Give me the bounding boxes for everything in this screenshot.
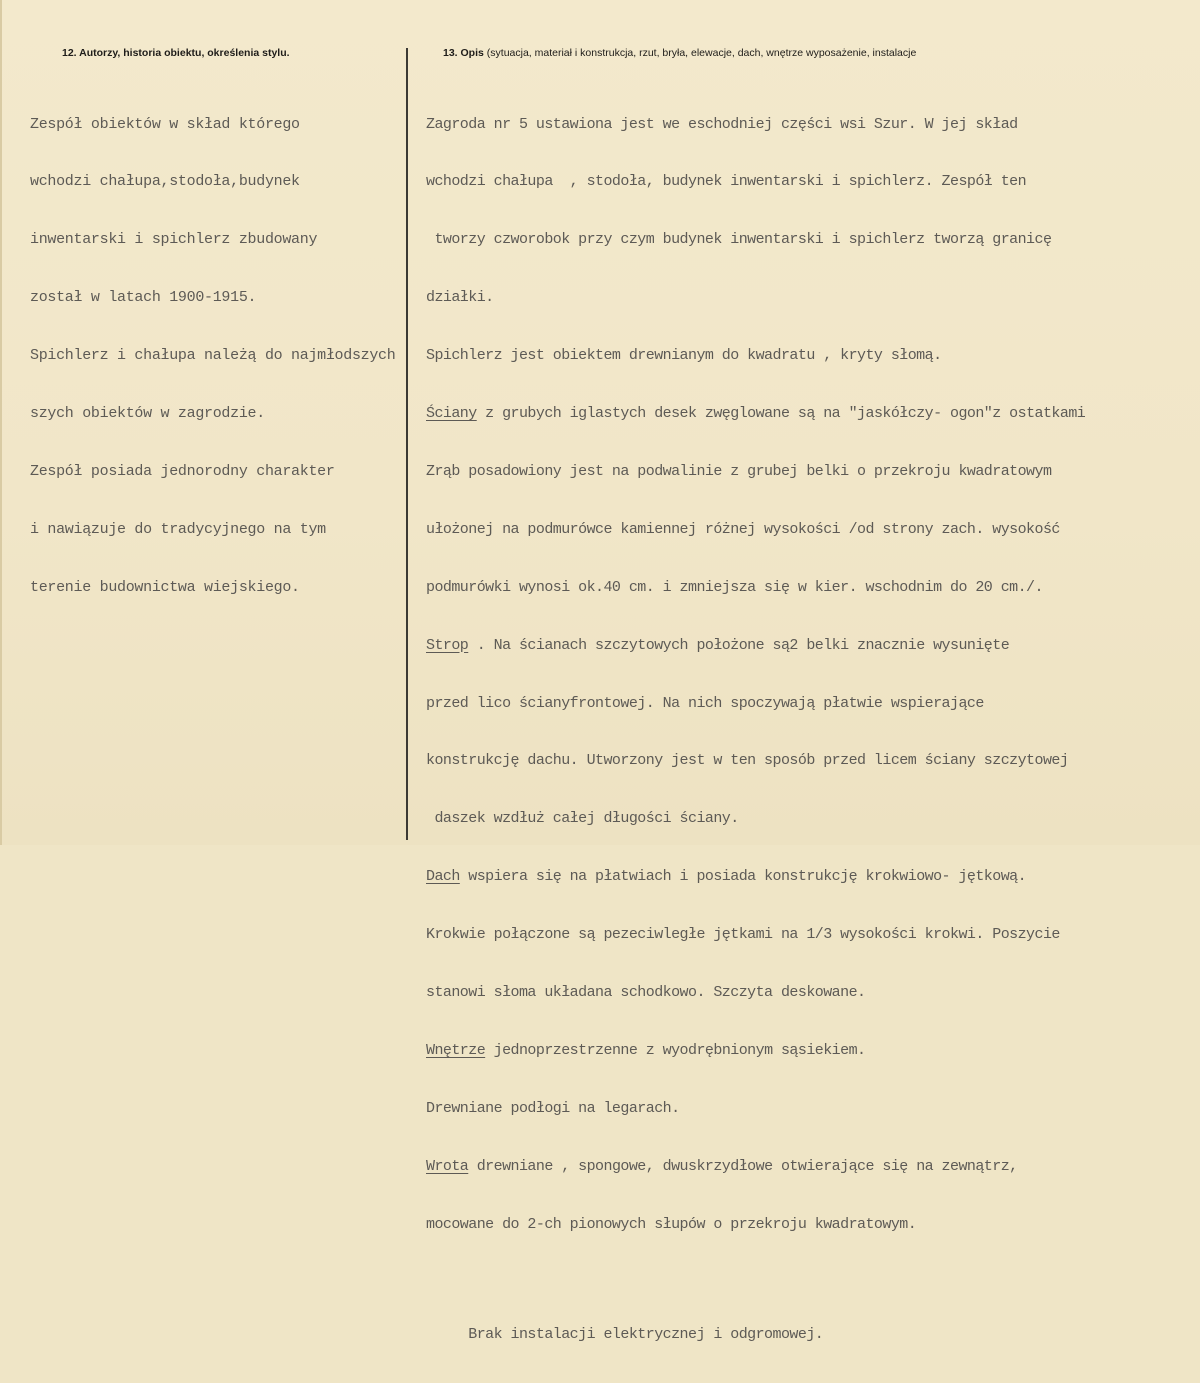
text-line: Drewniane podłogi na legarach.: [426, 1099, 680, 1117]
heading-gates: Wrota: [426, 1157, 469, 1175]
text-line: [426, 1041, 1085, 1060]
text-line: stanowi słoma układana schodkowo. Szczyta deskowane.: [426, 983, 866, 1001]
heading-ceiling: Strop: [426, 636, 469, 654]
text-line: [426, 404, 1085, 423]
text-line: wchodzi chałupa,stodoła,budynek: [30, 173, 300, 191]
text-line: inwentarski i spichlerz zbudowany: [30, 231, 318, 249]
heading-walls: Ściany: [426, 405, 477, 423]
spacer: [426, 1272, 1085, 1286]
text-span: . Na ścianach szczytowych położone są2 belki znacznie wysunięte: [468, 636, 1010, 654]
text-line: został w latach 1900-1915.: [30, 289, 257, 307]
text-line: Zespół obiektów w skład którego: [30, 115, 300, 133]
text-span: jednoprzestrzenne z wyodrębnionym sąsiekiem.: [485, 1041, 866, 1059]
text-line: Spichlerz jest obiektem drewnianym do kwadratu , kryty słomą.: [426, 347, 942, 365]
text-span: drewniane , spongowe, dwuskrzydłowe otwierające się na zewnątrz,: [468, 1157, 1018, 1175]
text-line: [426, 636, 1085, 655]
text-line: [426, 1157, 1085, 1176]
text-line: Spichlerz i chałupa należą do najmłodszych: [30, 347, 396, 365]
text-line: Zrąb posadowiony jest na podwalinie z grubej belki o przekroju kwadratowym: [426, 462, 1052, 480]
text-line: konstrukcję dachu. Utworzony jest w ten sposób przed licem ściany szczytowej: [426, 752, 1069, 770]
text-line: szych obiektów w zagrodzie.: [30, 405, 265, 423]
text-line: Zagroda nr 5 ustawiona jest we eschodniej części wsi Szur. W jej skład: [426, 115, 1018, 133]
text-line: terenie budownictwa wiejskiego.: [30, 578, 300, 596]
text-line: [426, 867, 1085, 886]
text-line: daszek wzdłuż całej długości ściany.: [426, 810, 739, 828]
section-13-number: 13. Opis: [443, 47, 484, 59]
column-divider: [406, 48, 408, 840]
heading-interior: Wnętrze: [426, 1041, 486, 1059]
text-line: ułożonej na podmurówce kamiennej różnej wysokości /od strony zach. wysokość: [426, 520, 1060, 538]
text-span: z grubych iglastych desek zwęglowane są na "jaskółczy- ogon"z ostatkami: [476, 405, 1086, 423]
heading-roof: Dach: [426, 868, 460, 886]
text-line: działki.: [426, 289, 494, 307]
text-line: mocowane do 2-ch pionowych słupów o przekroju kwadratowym.: [426, 1215, 917, 1233]
text-line: Brak instalacji elektrycznej i odgromowej.: [426, 1326, 824, 1343]
text-line: i nawiązuje do tradycyjnego na tym: [30, 520, 326, 538]
section-12-text: [30, 76, 395, 636]
section-13-subtitle: (sytuacja, materiał i konstrukcja, rzut, bryła, elewacje, dach, wnętrze wyposażenie, instalacje: [486, 47, 917, 59]
text-line: tworzy czworobok przy czym budynek inwentarski i spichlerz tworzą granicę: [426, 231, 1052, 249]
text-line: Zespół posiada jednorodny charakter: [30, 462, 335, 480]
text-span: wspiera się na płatwiach i posiada konstrukcję krokwiowo- jętkową.: [459, 868, 1027, 886]
section-13-text: [426, 76, 1085, 1383]
text-line: Krokwie połączone są pezeciwległe jętkami na 1/3 wysokości krokwi. Poszycie: [426, 926, 1060, 944]
text-line: podmurówki wynosi ok.40 cm. i zmniejsza się w kier. wschodnim do 20 cm./.: [426, 578, 1043, 596]
text-line: wchodzi chałupa , stodoła, budynek inwentarski i spichlerz. Zespół ten: [426, 173, 1027, 191]
section-12-header: 12. Autorzy, historia obiektu, określenia stylu.: [62, 47, 290, 59]
section-13-header: [443, 47, 916, 59]
text-line: przed lico ścianyfrontowej. Na nich spoczywają płatwie wspierające: [426, 694, 984, 712]
